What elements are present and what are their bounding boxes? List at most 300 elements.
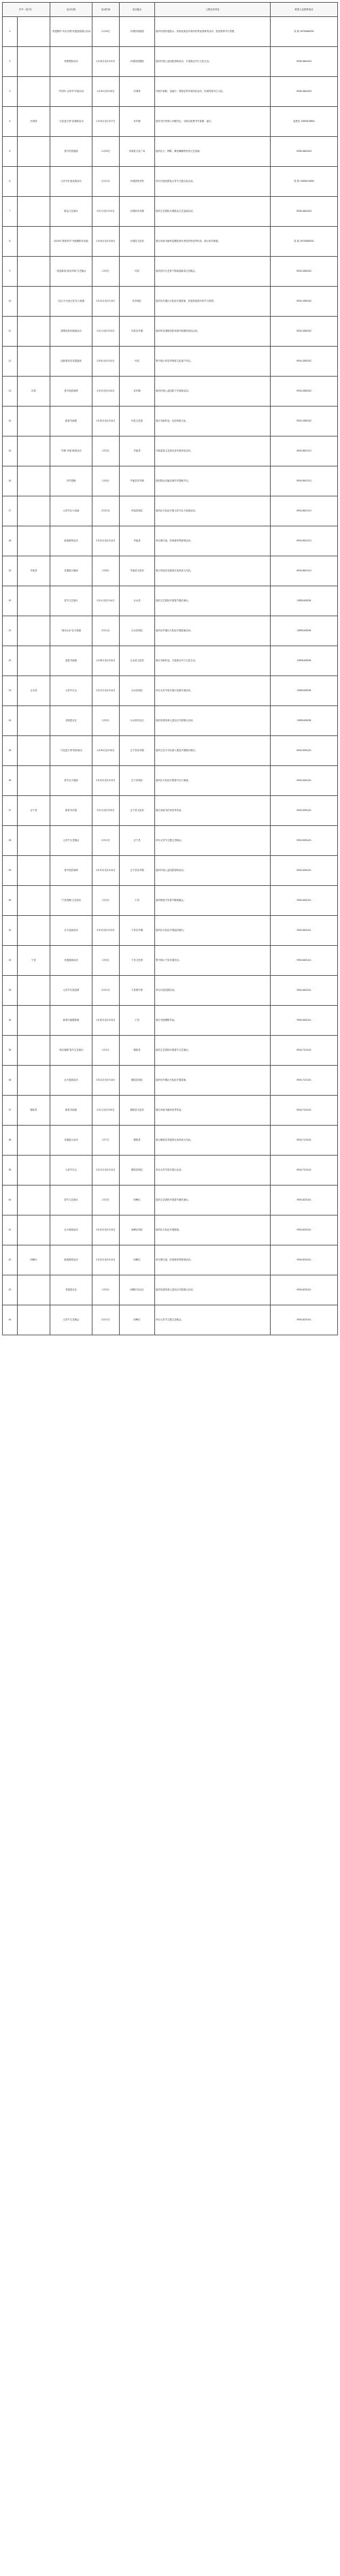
- row-activity-name: 新春书画展: [50, 1096, 92, 1126]
- row-county: [18, 347, 50, 377]
- row-number: 11: [3, 317, 18, 347]
- row-county: [18, 1036, 50, 1066]
- row-contact: 0934-3352432: [271, 317, 338, 347]
- row-county: [18, 257, 50, 287]
- table-row: [3, 287, 338, 317]
- row-activity-name: 元宵节社火表演: [50, 496, 92, 526]
- row-activity-place: 庆城县文化广场: [120, 137, 155, 167]
- header-content: 主要活动内容: [155, 3, 271, 17]
- row-county: 环县: [18, 377, 50, 407]
- row-activity-time: 2月1日至2月20日: [92, 796, 120, 826]
- row-contact: 0934-5612121: [271, 526, 338, 556]
- row-number: 26: [3, 766, 18, 796]
- table-row: [3, 856, 338, 886]
- table-row: [3, 946, 338, 976]
- row-activity-name: 春节文艺演出: [50, 586, 92, 616]
- row-contact: 0934-5612121: [271, 436, 338, 466]
- table-row: [3, 796, 338, 826]
- row-activity-time: 2月4日至2月14日: [92, 586, 120, 616]
- row-county: [18, 227, 50, 257]
- row-activity-content: 集中展示环县非物质文化遗产项目。: [155, 347, 271, 377]
- row-contact: 0934-6621111: [271, 946, 338, 976]
- row-county: [18, 466, 50, 496]
- table-row: [3, 227, 338, 257]
- row-activity-time: 2月12日: [92, 826, 120, 856]
- row-contact: 0934-6621111: [271, 886, 338, 916]
- row-activity-place: 环县各乡镇: [120, 317, 155, 347]
- row-county: [18, 586, 50, 616]
- row-activity-place: 正宁县文化馆: [120, 796, 155, 826]
- row-county: [18, 436, 50, 466]
- row-county: 镇原县: [18, 1096, 50, 1126]
- header-contact: 联系人及联系电话: [271, 3, 338, 17]
- row-number: 25: [3, 736, 18, 766]
- row-activity-name: “宁县春晚”文艺演出: [50, 886, 92, 916]
- row-county: [18, 1156, 50, 1186]
- row-activity-place: 庆城县图书馆: [120, 167, 155, 197]
- table-row: [3, 77, 338, 107]
- row-activity-content: 组织开展非遗展示、民俗表演及年俗体验等迎春系列活动，营造浓厚节日氛围。: [155, 17, 271, 47]
- table-row: [3, 377, 338, 407]
- row-activity-time: 2月8日至2月10日: [92, 347, 120, 377]
- row-activity-name: 春节社火展演: [50, 766, 92, 796]
- row-activity-place: 庆城县: [120, 77, 155, 107]
- table-row: [3, 766, 338, 796]
- row-activity-content: 组织文艺团体开展春节惠民演出。: [155, 1186, 271, 1215]
- row-activity-time: 2月10日至2月13日: [92, 766, 120, 796]
- row-activity-content: 举办元宵节主题文艺晚会。: [155, 1305, 271, 1335]
- row-activity-name: 春节文艺演出: [50, 1186, 92, 1215]
- row-contact: 0934-5251121: [271, 856, 338, 886]
- row-activity-name: “文化进万家”送春联活动: [50, 107, 92, 137]
- row-activity-name: 元宵节文艺晚会: [50, 1305, 92, 1335]
- row-activity-place: 西峰区: [120, 1305, 155, 1335]
- row-activity-time: 2月11日至2月13日: [92, 287, 120, 317]
- row-contact: 0934-7121121: [271, 1156, 338, 1186]
- row-activity-name: 元宵节文艺晚会: [50, 826, 92, 856]
- row-contact: 0934-5251121: [271, 736, 338, 766]
- row-number: 15: [3, 436, 18, 466]
- table-row: [3, 407, 338, 436]
- row-activity-name: 元宵节灯谜竞猜: [50, 976, 92, 1006]
- row-activity-place: 华池县文化馆: [120, 556, 155, 586]
- row-activity-place: 合水县城区: [120, 616, 155, 646]
- row-number: 39: [3, 1156, 18, 1186]
- row-contact: 13993405236: [271, 706, 338, 736]
- row-activity-content: 组织书法家深入乡镇村社，为群众免费书写春联、福字。: [155, 107, 271, 137]
- table-row: [3, 1006, 338, 1036]
- row-number: 6: [3, 167, 18, 197]
- row-contact: 0934-3352432: [271, 407, 338, 436]
- row-activity-place: 宁县: [120, 886, 155, 916]
- row-contact: 0934-5612121: [271, 496, 338, 526]
- row-contact: 0934-8221111: [271, 1215, 338, 1245]
- row-activity-name: 新春书画摄影展: [50, 1006, 92, 1036]
- row-number: 5: [3, 137, 18, 167]
- row-activity-name: 非遗展示活动: [50, 1126, 92, 1156]
- row-activity-place: 宁县: [120, 1006, 155, 1036]
- row-county: [18, 1066, 50, 1096]
- row-number: 10: [3, 287, 18, 317]
- row-activity-content: 举办元宵节主题文艺晚会。: [155, 826, 271, 856]
- row-contact: 袁 韵 18793485291: [271, 17, 338, 47]
- row-activity-time: 2月1日至2月20日: [92, 1096, 120, 1126]
- row-contact: 0934-6621111: [271, 916, 338, 946]
- table-row: [3, 1305, 338, 1335]
- row-activity-time: 1月26日至2月26日: [92, 227, 120, 257]
- row-activity-time: 2月8日: [92, 556, 120, 586]
- row-contact: 0934-3352432: [271, 377, 338, 407]
- row-activity-content: 组织非遗传承人进社区开展展示活动。: [155, 706, 271, 736]
- row-number: 4: [3, 107, 18, 137]
- row-activity-content: 组织群众自编自演乡村春晚节目。: [155, 466, 271, 496]
- row-activity-content: 举办灯谜竞猜活动。: [155, 976, 271, 1006]
- row-activity-place: 环县: [120, 257, 155, 287]
- row-activity-content: 组织非遗传承人进社区开展展示活动。: [155, 1275, 271, 1305]
- row-number: 43: [3, 1275, 18, 1305]
- table-row: [3, 646, 338, 676]
- row-contact: 0934-7121121: [271, 1036, 338, 1066]
- row-activity-name: 2024年“我的家乡”书画摄影作品展: [50, 227, 92, 257]
- row-activity-content: 展出本地书画家及摄影爱好者创作的优秀作品，展示家乡新貌。: [155, 227, 271, 257]
- row-county: [18, 17, 50, 47]
- row-activity-place: 正宁县城区: [120, 766, 155, 796]
- row-number: 13: [3, 377, 18, 407]
- row-county: [18, 766, 50, 796]
- row-number: 22: [3, 646, 18, 676]
- row-activity-time: 1月29日: [92, 137, 120, 167]
- row-number: 21: [3, 616, 18, 646]
- row-activity-time: 1月30日至2月24日: [92, 1006, 120, 1036]
- row-activity-place: 西峰区各社区: [120, 1275, 155, 1305]
- row-activity-name: 春节电影放映: [50, 856, 92, 886]
- header-time: 活动时间: [92, 3, 120, 17]
- row-activity-name: 新春游园活动: [50, 526, 92, 556]
- row-activity-time: 1月20日至2月8日: [92, 77, 120, 107]
- row-number: 34: [3, 1006, 18, 1036]
- row-activity-content: 展出书画作品，丰富群众节日文化生活。: [155, 646, 271, 676]
- row-number: 7: [3, 197, 18, 227]
- row-activity-time: 1月25日至2月8日: [92, 736, 120, 766]
- row-activity-content: 组织文艺团体开展春节惠民演出。: [155, 586, 271, 616]
- row-activity-place: 合水县: [120, 586, 155, 616]
- row-county: [18, 407, 50, 436]
- table-row: [3, 736, 338, 766]
- table-row: [3, 1275, 338, 1305]
- table-header-row: [3, 3, 338, 17]
- row-activity-content: 举办元宵节彩灯展示及猜灯谜活动。: [155, 676, 271, 706]
- row-number: 29: [3, 856, 18, 886]
- table-row: [3, 436, 338, 466]
- row-activity-content: 展示华池县非遗项目及传承人作品。: [155, 556, 271, 586]
- row-number: 20: [3, 586, 18, 616]
- row-activity-name: 新春游园活动: [50, 1245, 92, 1275]
- row-contact: 0934-8221111: [271, 1245, 338, 1275]
- row-activity-place: 西峰区: [120, 1245, 155, 1275]
- row-activity-place: 正宁县各乡镇: [120, 736, 155, 766]
- row-activity-place: 华池县各乡镇: [120, 466, 155, 496]
- row-activity-content: 举办灯谜竞猜及元宵节主题文化活动。: [155, 167, 271, 197]
- row-number: 32: [3, 946, 18, 976]
- table-row: [3, 976, 338, 1006]
- row-activity-time: 2月11日至2月13日: [92, 1066, 120, 1096]
- row-activity-time: 2月5日: [92, 706, 120, 736]
- row-activity-place: 庆城县影剧院: [120, 47, 155, 77]
- row-activity-name: 非遗进社区: [50, 706, 92, 736]
- row-activity-content: 举办猜灯谜、民俗游戏等游园活动。: [155, 1245, 271, 1275]
- row-activity-time: 1月18日至2月10日: [92, 47, 120, 77]
- row-contact: 0934-5612121: [271, 466, 338, 496]
- row-county: [18, 137, 50, 167]
- row-activity-content: 组织文艺小分队深入基层开展慰问演出。: [155, 736, 271, 766]
- activity-table: [2, 2, 338, 1335]
- row-activity-place: 镇原县: [120, 1036, 155, 1066]
- row-activity-time: 2月9日至2月24日: [92, 377, 120, 407]
- row-activity-content: 组织社火、秧歌、舞龙舞狮等民俗文艺表演。: [155, 137, 271, 167]
- row-number: 19: [3, 556, 18, 586]
- row-activity-place: 庆城县文化馆: [120, 227, 155, 257]
- row-number: 33: [3, 976, 18, 1006]
- row-county: [18, 1305, 50, 1335]
- row-activity-name: 迎春书画展: [50, 646, 92, 676]
- row-number: 30: [3, 886, 18, 916]
- row-county: [18, 1006, 50, 1036]
- row-number: 27: [3, 796, 18, 826]
- row-activity-time: 2月3日: [92, 1186, 120, 1215]
- row-number: 24: [3, 706, 18, 736]
- row-activity-content: 展出书画作品，弘扬传统文化。: [155, 407, 271, 436]
- row-activity-name: “文化进万家”慰问演出: [50, 736, 92, 766]
- row-activity-content: 组织排演宁县春节联欢晚会。: [155, 886, 271, 916]
- row-number: 2: [3, 47, 18, 77]
- row-contact: 0934-6621111: [271, 1006, 338, 1036]
- row-contact: 13993405236: [271, 616, 338, 646]
- table-row: [3, 1215, 338, 1245]
- row-activity-time: 2月4日: [92, 1036, 120, 1066]
- row-county: [18, 1126, 50, 1156]
- row-activity-name: “喜迎新春·欢乐祥和”文艺晚会: [50, 257, 92, 287]
- row-county: [18, 646, 50, 676]
- row-activity-place: 合水县各社区: [120, 706, 155, 736]
- table-row: [3, 586, 338, 616]
- row-county: [18, 47, 50, 77]
- row-activity-place: 庆城县各乡镇: [120, 197, 155, 227]
- row-contact: 0934-5612121: [271, 556, 338, 586]
- row-county: [18, 736, 50, 766]
- row-activity-name: 春节民俗展演: [50, 137, 92, 167]
- table-row: [3, 466, 338, 496]
- table-row: [3, 107, 338, 137]
- row-county: [18, 616, 50, 646]
- row-activity-time: 2月6日: [92, 946, 120, 976]
- table-row: [3, 556, 338, 586]
- row-activity-time: 2月10日至2月14日: [92, 1245, 120, 1275]
- row-contact: 0934-3352432: [271, 287, 338, 317]
- row-number: 16: [3, 466, 18, 496]
- row-activity-content: 组织社火队伍开展展演。: [155, 1215, 271, 1245]
- row-contact: 张 婷 13993474839: [271, 167, 338, 197]
- row-activity-time: 2月12日: [92, 976, 120, 1006]
- row-activity-name: “欢乐合水”社火展演: [50, 616, 92, 646]
- row-activity-content: 举办元宵节彩灯展示活动。: [155, 1156, 271, 1186]
- row-contact: 0935-3642343: [271, 77, 338, 107]
- row-county: [18, 856, 50, 886]
- row-activity-name: 社火巡演活动: [50, 916, 92, 946]
- row-contact: 13993405236: [271, 586, 338, 616]
- row-activity-place: 西峰区城区: [120, 1215, 155, 1245]
- row-activity-content: 组织各乡镇社火队伍开展展演，营造热闹喜庆的节日氛围。: [155, 287, 271, 317]
- row-number: 41: [3, 1215, 18, 1245]
- row-activity-content: 组织各乡镇社火队伍开展展演。: [155, 1066, 271, 1096]
- table-row: [3, 17, 338, 47]
- table-row: [3, 706, 338, 736]
- row-number: 36: [3, 1066, 18, 1096]
- row-contact: 0934-8221111: [271, 1186, 338, 1215]
- table-row: [3, 1126, 338, 1156]
- row-activity-place: 合水县城区: [120, 676, 155, 706]
- table-row: [3, 496, 338, 526]
- row-county: [18, 976, 50, 1006]
- row-activity-place: 合水县文化馆: [120, 646, 155, 676]
- row-contact: 0934-6621111: [271, 976, 338, 1006]
- row-activity-time: 2月3日: [92, 886, 120, 916]
- row-activity-place: 环县: [120, 347, 155, 377]
- row-activity-time: 2月12日: [92, 167, 120, 197]
- row-activity-place: 西峰区: [120, 1186, 155, 1215]
- table-row: [3, 1156, 338, 1186]
- row-activity-content: 组织各乡镇社火队伍开展展演活动。: [155, 616, 271, 646]
- row-activity-time: 2月12日: [92, 1305, 120, 1335]
- row-activity-name: 社火展演活动: [50, 1066, 92, 1096]
- table-body: [3, 17, 338, 1335]
- row-activity-place: 正宁县各乡镇: [120, 856, 155, 886]
- row-county: [18, 496, 50, 526]
- table-row: [3, 676, 338, 706]
- table-row: [3, 1186, 338, 1215]
- row-contact: 0934-5251121: [271, 796, 338, 826]
- row-county: [18, 1186, 50, 1215]
- row-number: 38: [3, 1126, 18, 1156]
- row-activity-place: 镇原县城区: [120, 1066, 155, 1096]
- row-activity-content: 展出本地书法家优秀作品。: [155, 796, 271, 826]
- row-activity-place: 宁县文化馆: [120, 946, 155, 976]
- table-row: [3, 347, 338, 377]
- row-contact: 13993405236: [271, 646, 338, 676]
- row-county: 正宁县: [18, 796, 50, 826]
- table-row: [3, 1066, 338, 1096]
- row-activity-time: 2月11日: [92, 616, 120, 646]
- row-activity-name: 元宵节灯会: [50, 676, 92, 706]
- row-activity-time: 2月10日至2月14日: [92, 526, 120, 556]
- row-activity-name: 春节电影放映: [50, 377, 92, 407]
- row-number: 31: [3, 916, 18, 946]
- row-county: [18, 826, 50, 856]
- row-county: [18, 916, 50, 946]
- row-activity-time: 2月7日: [92, 1126, 120, 1156]
- row-number: 14: [3, 407, 18, 436]
- row-activity-time: 1月30日至2月24日: [92, 407, 120, 436]
- table-row: [3, 616, 338, 646]
- row-activity-name: 非遗展示展演: [50, 556, 92, 586]
- row-county: 华池县: [18, 556, 50, 586]
- row-activity-place: 环县文化馆: [120, 407, 155, 436]
- table-row: [3, 1096, 338, 1126]
- row-contact: 0935-3642343: [271, 47, 338, 77]
- table-row: [3, 826, 338, 856]
- row-number: 37: [3, 1096, 18, 1126]
- row-contact: 0934-5251121: [271, 766, 338, 796]
- row-activity-name: 迎新春环县非遗展演: [50, 347, 92, 377]
- row-number: 12: [3, 347, 18, 377]
- table-row: [3, 167, 338, 197]
- row-activity-time: 2月10日至2月13日: [92, 1215, 120, 1245]
- row-activity-time: 2月1日至2月13日: [92, 317, 120, 347]
- row-activity-name: “红红火火闹元宵”社火展演: [50, 287, 92, 317]
- row-activity-name: 元宵节灯会: [50, 1156, 92, 1186]
- row-activity-time: 1月24日至1月27日: [92, 107, 120, 137]
- row-county: [18, 706, 50, 736]
- row-county: [18, 317, 50, 347]
- row-number: 8: [3, 227, 18, 257]
- row-activity-time: 2月3日: [92, 436, 120, 466]
- row-county: [18, 287, 50, 317]
- row-activity-content: 组织文艺团队开展群众文艺巡演活动。: [155, 197, 271, 227]
- row-activity-content: 展出书画摄影作品。: [155, 1006, 271, 1036]
- row-activity-place: 华池县: [120, 436, 155, 466]
- row-contact: 0935-3642343: [271, 197, 338, 227]
- row-activity-content: 展出本地书画家优秀作品。: [155, 1096, 271, 1126]
- row-activity-time: 2月1日至2月12日: [92, 197, 120, 227]
- header-place: 活动地点: [120, 3, 155, 17]
- row-county: 合水县: [18, 676, 50, 706]
- row-county: [18, 77, 50, 107]
- row-activity-name: 社火展演活动: [50, 1215, 92, 1245]
- row-county: 西峰区: [18, 1245, 50, 1275]
- row-activity-time: 2月12日至2月14日: [92, 676, 120, 706]
- row-activity-time: 2月12日至2月14日: [92, 1156, 120, 1186]
- row-activity-content: 组织开展公益电影放映活动，丰富群众节日文化生活。: [155, 47, 271, 77]
- row-activity-place: 华池县: [120, 526, 155, 556]
- row-county: 庆城县: [18, 107, 50, 137]
- row-contact: 0934-8221111: [271, 1305, 338, 1335]
- row-number: 42: [3, 1245, 18, 1275]
- row-activity-content: 组织社火队伍开展春节社火展演。: [155, 766, 271, 796]
- row-activity-name: 新春书画展: [50, 407, 92, 436]
- row-activity-name: “非遗薪传·年在庆城”非遗迎春展示活动: [50, 17, 92, 47]
- row-activity-time: 2月5日: [92, 257, 120, 287]
- row-activity-name: 免费观影活动: [50, 47, 92, 77]
- table-row: [3, 137, 338, 167]
- row-contact: 0935-3642343: [271, 137, 338, 167]
- page: [0, 2, 340, 2576]
- row-activity-place: 各乡镇: [120, 377, 155, 407]
- row-activity-time: 2月12日: [92, 496, 120, 526]
- row-contact: 赵晨光 13993476851: [271, 107, 338, 137]
- row-number: 28: [3, 826, 18, 856]
- row-activity-content: 组织文艺团体开展春节文艺演出。: [155, 1036, 271, 1066]
- row-county: 宁县: [18, 946, 50, 976]
- row-activity-content: 组织环县道情皮影戏班开展惠民演出活动。: [155, 317, 271, 347]
- row-number: 44: [3, 1305, 18, 1335]
- row-contact: 0934-5251121: [271, 826, 338, 856]
- row-activity-name: 元宵节灯谜竞猜活动: [50, 167, 92, 197]
- row-activity-name: 乡村春晚: [50, 466, 92, 496]
- header-no: 序号（县/市）: [3, 3, 50, 17]
- row-activity-place: 镇原县城区: [120, 1156, 155, 1186]
- row-county: [18, 167, 50, 197]
- row-activity-time: 1月28日至2月20日: [92, 646, 120, 676]
- table-row: [3, 886, 338, 916]
